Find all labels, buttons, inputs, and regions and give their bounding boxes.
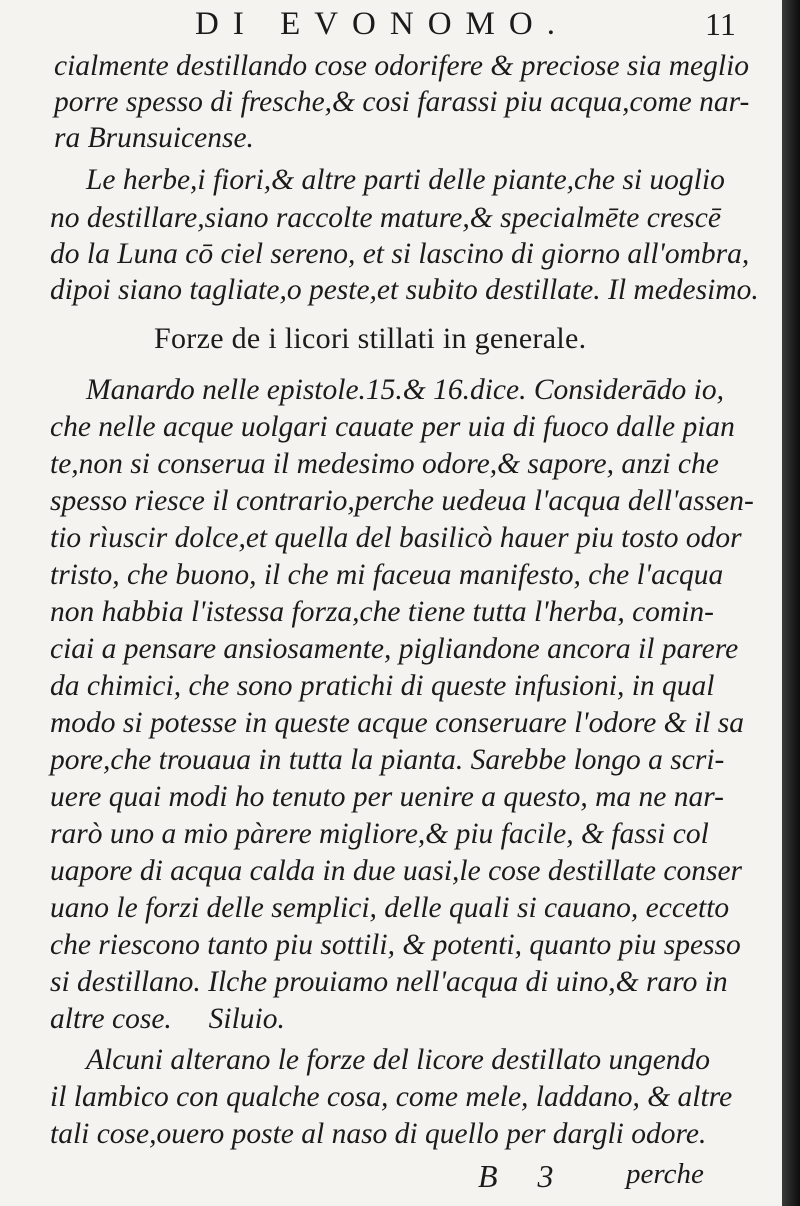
text-line: tali cose,ouero poste al naso di quello per dargli odore. [50,1118,707,1150]
text-line: rarò uno a mio pàrere migliore,& piu facile, & fassi col [50,818,709,850]
page-header [0,4,782,48]
text-line: Alcuni alterano le forze del licore destillato ungendo [86,1044,711,1076]
text-line: altre cose. Siluio. [50,1003,285,1035]
text-line: da chimici, che sono pratichi di queste infusioni, in qual [50,670,715,702]
text-line: tristo, che buono, il che mi faceua manifesto, che l'acqua [50,559,724,591]
page-edge-shadow [782,0,800,1206]
text-line: Manardo nelle epistole.15.& 16.dice. Considerādo io, [86,374,724,406]
text-line: il lambico con qualche cosa, come mele, laddano, & altre [50,1081,733,1113]
text-line: uere quai modi ho tenuto per uenire a questo, ma ne nar- [50,781,724,813]
text-line: ciai a pensare ansiosamente, pigliandone ancora il parere [50,633,739,665]
text-line: si destillano. Ilche prouiamo nell'acqua di uino,& raro in [50,966,728,998]
text-line: te,non si conserua il medesimo odore,& sapore, anzi che [50,448,719,480]
text-line: che nelle acque uolgari cauate per uia di fuoco dalle pian [50,411,735,443]
text-line: dipoi siano tagliate,o peste,et subito destillate. Il medesimo. [50,274,759,306]
folio-number: 11 [705,6,736,42]
text-line: cialmente destillando cose odorifere & preciose sia meglio [54,50,750,82]
text-line: tio rìuscir dolce,et quella del basilicò hauer piu tosto odor [50,522,742,554]
text-line: modo si potesse in queste acque conseruare l'odore & il sa [50,707,744,739]
text-line: che riescono tanto piu sottili, & potenti, quanto piu spesso [50,929,741,961]
text-line: uapore di acqua calda in due uasi,le cose destillate conser [50,855,743,887]
text-line: pore,che trouaua in tutta la pianta. Sarebbe longo a scri- [50,744,725,776]
text-line: Le herbe,i fiori,& altre parti delle piante,che si uoglio [86,164,725,196]
section-heading: Forze de i licori stillati in generale. [154,322,587,355]
text-line: ra Brunsuicense. [54,122,254,154]
running-title: DI EVONOMO. [195,6,569,42]
text-line: non habbia l'istessa forza,che tiene tutta l'herba, comin- [50,596,715,628]
signature-mark: B 3 [478,1158,570,1194]
text-line: spesso riesce il contrario,perche uedeua l'acqua dell'assen- [50,485,754,517]
catchword: perche [626,1158,704,1190]
text-line: no destillare,siano raccolte mature,& specialmēte crescē [50,202,721,234]
text-line: uano le forzi delle semplici, delle quali si cauano, eccetto [50,892,730,924]
text-line: do la Luna cō ciel sereno, et si lascino di giorno all'ombra, [50,238,750,270]
text-line: porre spesso di fresche,& cosi farassi piu acqua,come nar- [54,86,750,118]
